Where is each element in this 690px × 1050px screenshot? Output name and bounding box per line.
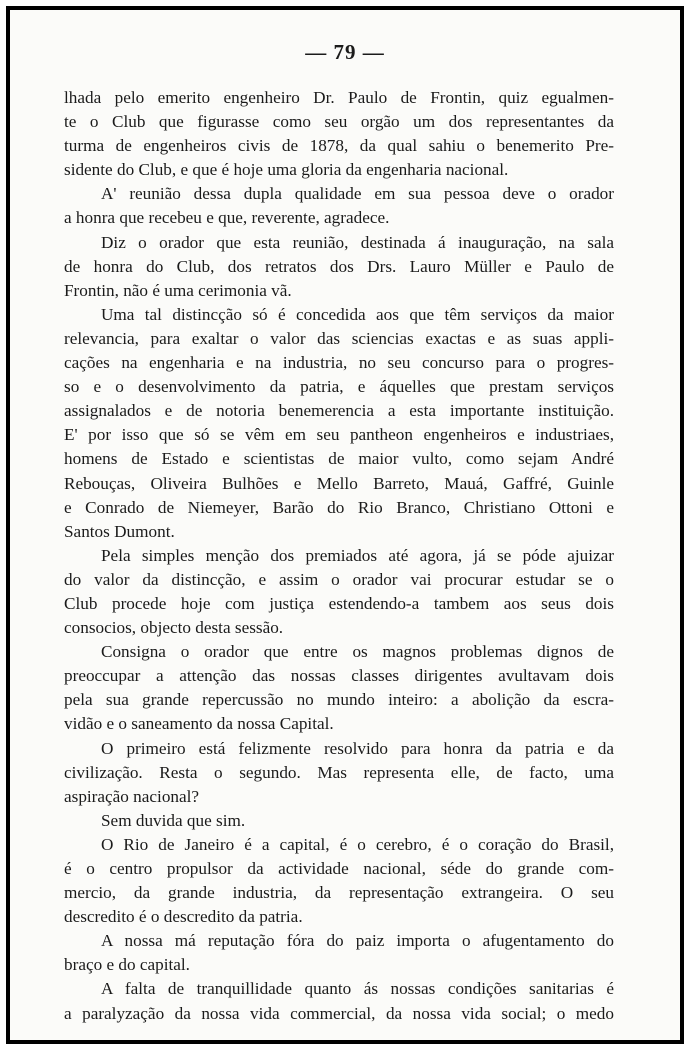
text-line: te o Club que figurasse como seu orgão um dos representantes da (64, 112, 614, 132)
text-line: pela sua grande repercussão no mundo inteiro: a abolição da escra- (64, 690, 614, 710)
text-line: Sem duvida que sim. (101, 810, 246, 830)
text-line: mercio, da grande industria, da representação extrangeira. O seu (64, 883, 614, 903)
text-line: Consigna o orador que entre os magnos problemas dignos de (101, 642, 614, 662)
text-line: é o centro propulsor da actividade nacional, séde do grande com- (64, 859, 614, 878)
text-line: a paralyzação da nossa vida commercial, da nossa vida social; o medo (64, 1003, 614, 1023)
text-line: so e o desenvolvimento da patria, e áquelles que prestam serviços (64, 377, 614, 397)
text-line: lhada pelo emerito engenheiro Dr. Paulo de Frontin, quiz egualmen- (64, 88, 614, 107)
text-line: consocios, objecto desta sessão. (64, 618, 284, 638)
text-line: descredito é o descredito da patria. (64, 907, 303, 927)
text-line: e Conrado de Niemeyer, Barão do Rio Branco, Christiano Ottoni e (64, 497, 614, 517)
text-line: preoccupar a attenção das nossas classes dirigentes avultavam dois (64, 666, 614, 686)
text-line: cações na engenharia e na industria, no seu concurso para o progres- (64, 353, 614, 373)
text-line: braço e do capital. (64, 955, 190, 975)
text-line: O primeiro está felizmente resolvido para honra da patria e da (101, 738, 614, 758)
text-line: assignalados e de notoria benemerencia a esta importante instituição. (64, 401, 614, 421)
text-line: turma de engenheiros civis de 1878, da qual sahiu o benemerito Pre- (64, 136, 614, 156)
text-line: Club procede hoje com justiça estendendo-a tambem aos seus dois (64, 593, 614, 613)
text-line: vidão e o saneamento da nossa Capital. (64, 714, 334, 734)
text-line: do valor da distincção, e assim o orador vai procurar estudar se o (64, 569, 614, 589)
text-line: homens de Estado e scientistas de maior vulto, como sejam André (64, 449, 614, 469)
text-line: A' reunião dessa dupla qualidade em sua pessoa deve o orador (101, 184, 614, 204)
text-line: A falta de tranquillidade quanto ás nossas condições sanitarias é (101, 979, 614, 999)
text-line: sidente do Club, e que é hoje uma gloria da engenharia nacional. (64, 160, 509, 180)
text-line: a honra que recebeu e que, reverente, agradece. (64, 208, 390, 228)
text-line: O Rio de Janeiro é a capital, é o cerebro, é o coração do Brasil, (101, 834, 614, 854)
text-line: Diz o orador que esta reunião, destinada á inauguração, na sala (101, 232, 614, 252)
text-line: civilização. Resta o segundo. Mas representa elle, de facto, uma (64, 762, 614, 782)
body-text (64, 86, 614, 1026)
text-line: Frontin, não é uma cerimonia vã. (64, 280, 292, 300)
text-line: aspiração nacional? (64, 786, 200, 806)
page-number: — 79 — (305, 40, 385, 64)
text-line: A nossa má reputação fóra do paiz importa o afugentamento do (101, 931, 614, 951)
text-line: Pela simples menção dos premiados até agora, já se póde ajuizar (101, 545, 614, 565)
text-line: Santos Dumont. (64, 521, 175, 541)
text-line: Rebouças, Oliveira Bulhões e Mello Barreto, Mauá, Gaffré, Guinle (64, 473, 614, 493)
text-line: E' por isso que só se vêm em seu pantheon engenheiros e industriaes, (64, 425, 614, 445)
text-line: de honra do Club, dos retratos dos Drs. Lauro Müller e Paulo de (64, 256, 614, 276)
text-line: relevancia, para exaltar o valor das sciencias exactas e as suas appli- (64, 328, 614, 348)
text-line: Uma tal distincção só é concedida aos que têm serviços da maior (101, 304, 614, 324)
